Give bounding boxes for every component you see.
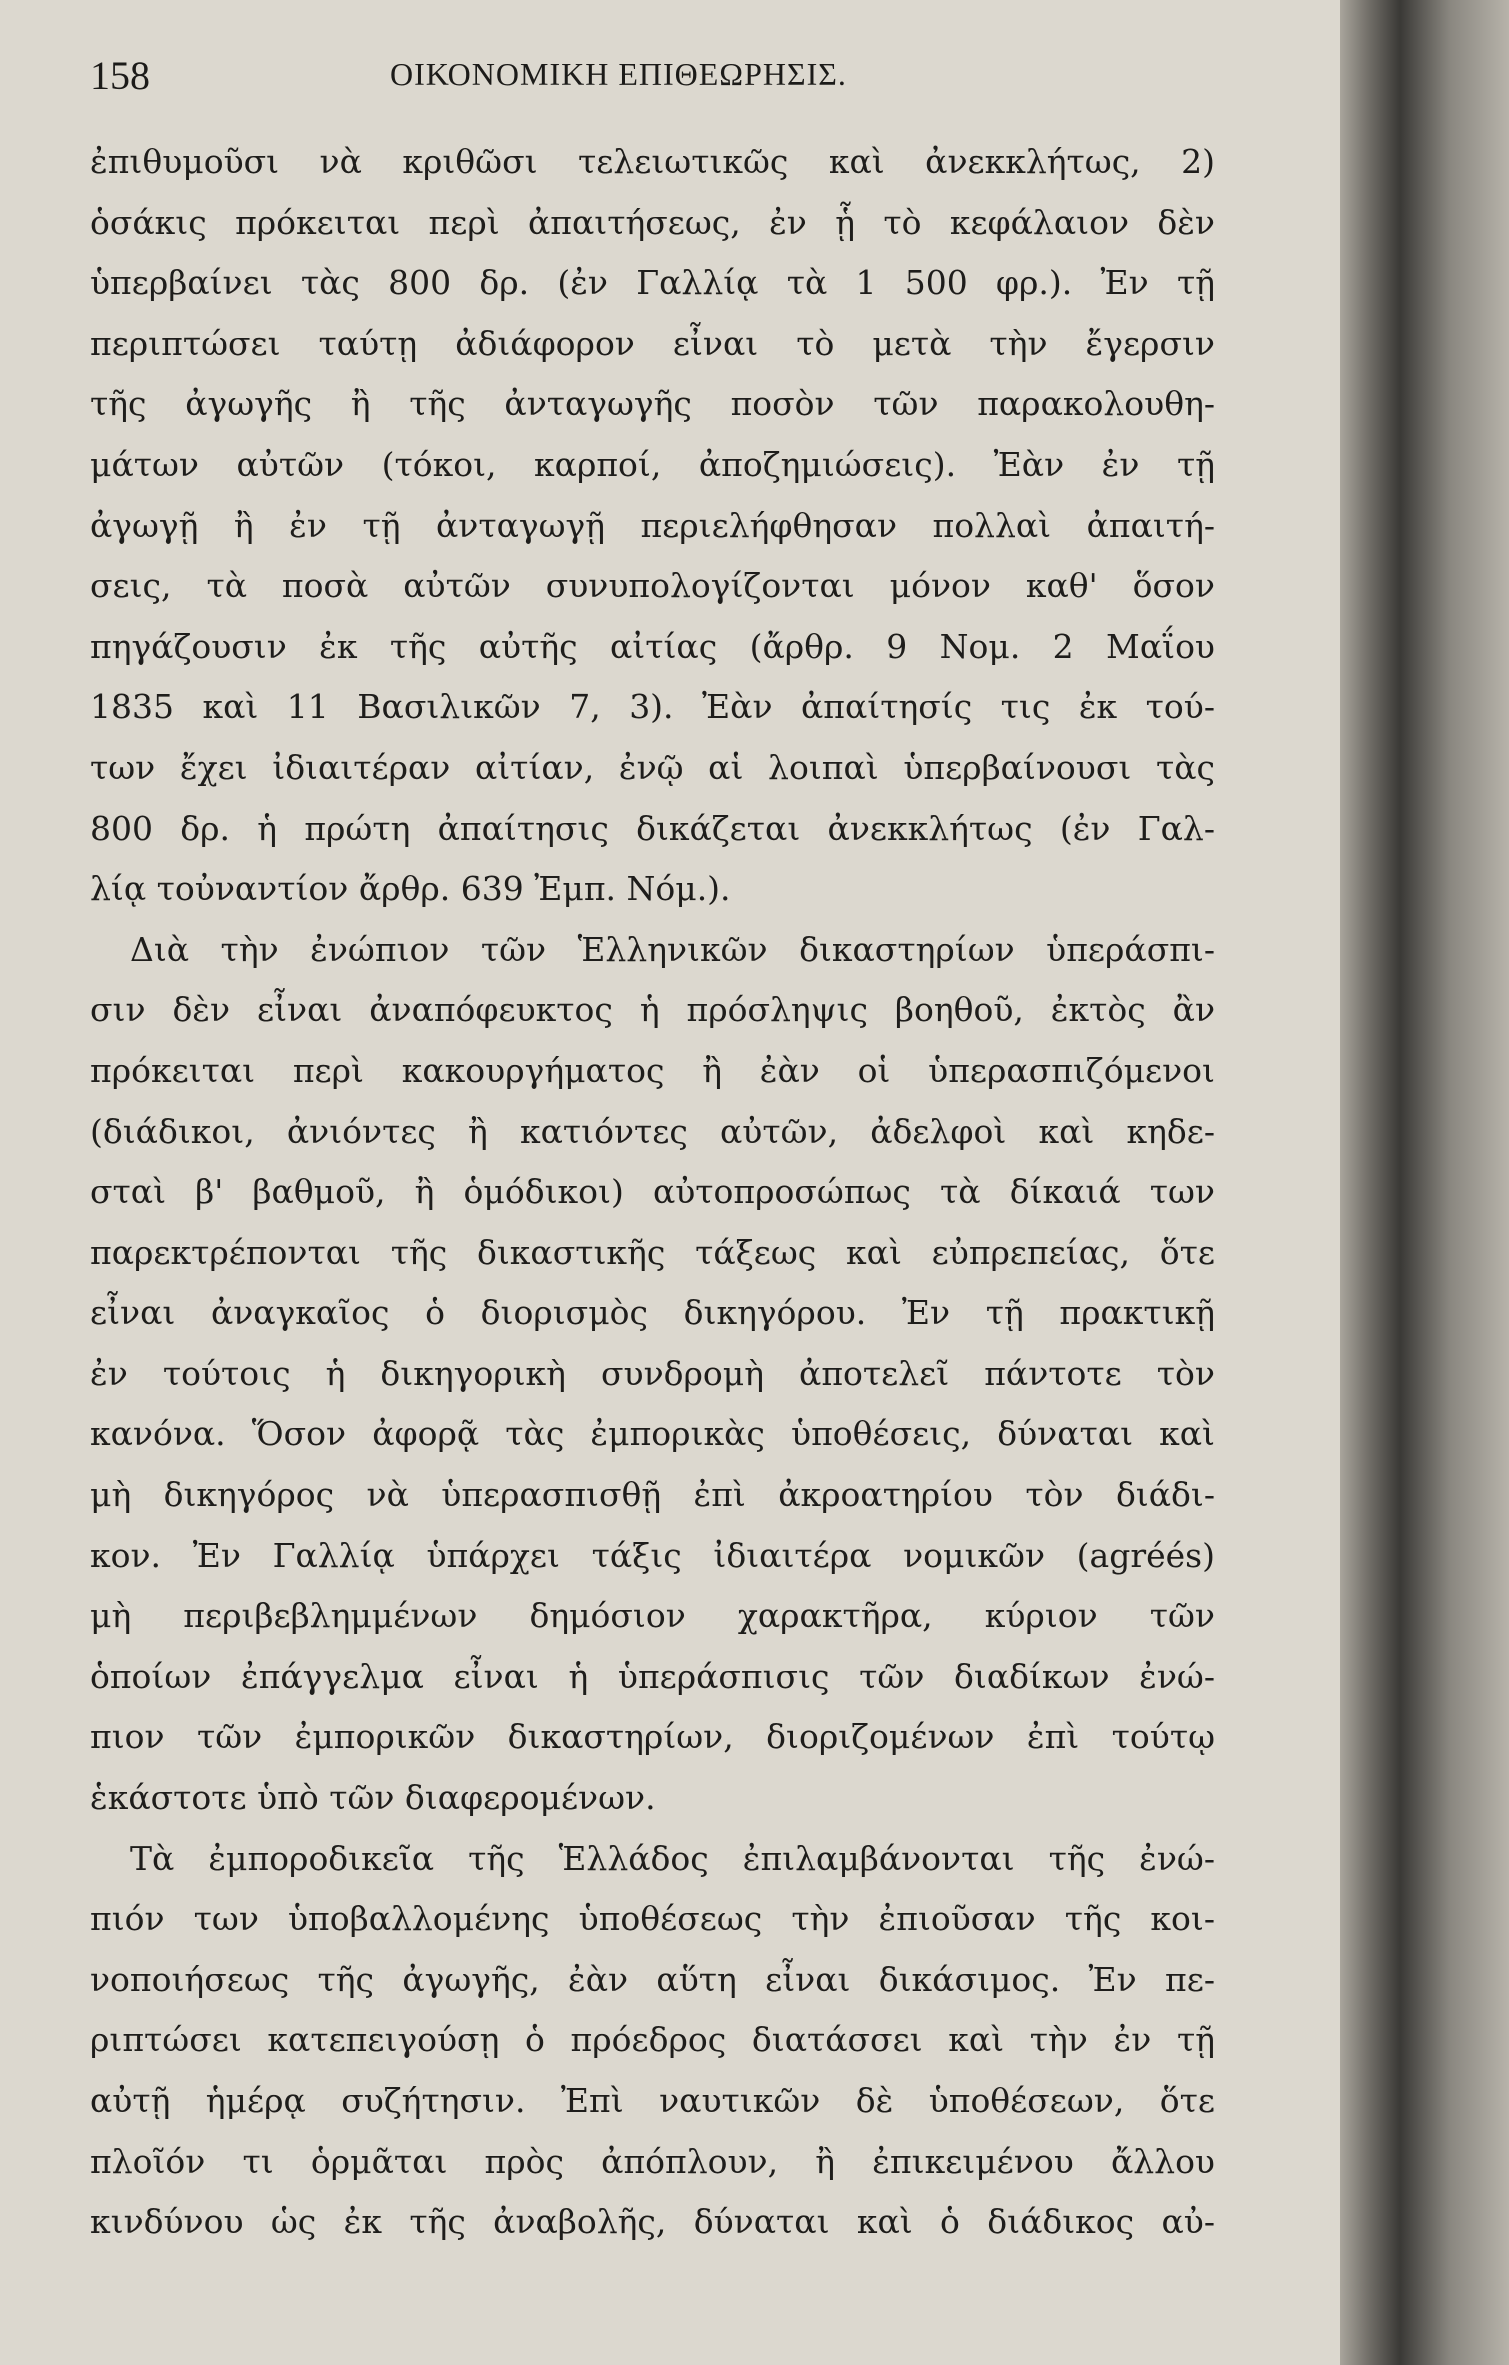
text-line: λίᾳ τοὐναντίον ἄρθρ. 639 Ἐμπ. Νόμ.). (90, 869, 731, 909)
text-line: 800 δρ. ἡ πρώτη ἀπαίτησις δικάζεται ἀνεκκλήτως (ἐν Γαλ- (90, 808, 1215, 848)
text-line: Τὰ ἐμποροδικεῖα τῆς Ἑλλάδος ἐπιλαμβάνονται τῆς ἐνώ- (130, 1838, 1215, 1878)
text-line: ὁποίων ἐπάγγελμα εἶναι ἡ ὑπεράσπισις τῶν διαδίκων ἐνώ- (90, 1656, 1215, 1696)
text-line: πρόκειται περὶ κακουργήματος ἢ ἐὰν οἱ ὑπερασπιζόμενοι (90, 1050, 1215, 1090)
text-line: πιόν των ὑποβαλλομένης ὑποθέσεως τὴν ἐπιοῦσαν τῆς κοι- (90, 1899, 1215, 1939)
text-line: Διὰ τὴν ἐνώπιον τῶν Ἑλληνικῶν δικαστηρίων ὑπεράσπι- (130, 929, 1215, 969)
text-line: σταὶ β' βαθμοῦ, ἢ ὁμόδικοι) αὐτοπροσώπως τὰ δίκαιά των (90, 1172, 1215, 1212)
text-line: ἀγωγῇ ἢ ἐν τῇ ἀνταγωγῇ περιελήφθησαν πολλαὶ ἀπαιτή- (90, 505, 1215, 545)
text-line: ριπτώσει κατεπειγούσῃ ὁ πρόεδρος διατάσσει καὶ τὴν ἐν τῇ (90, 2020, 1215, 2060)
text-line: αὐτῇ ἡμέρᾳ συζήτησιν. Ἐπὶ ναυτικῶν δὲ ὑποθέσεων, ὅτε (90, 2081, 1215, 2120)
text-line: (διάδικοι, ἀνιόντες ἢ κατιόντες αὐτῶν, ἀδελφοὶ καὶ κηδε- (90, 1111, 1215, 1151)
body-text (90, 132, 1215, 2253)
text-line: ἑκάστοτε ὑπὸ τῶν διαφερομένων. (90, 1778, 656, 1818)
text-line: ἐπιθυμοῦσι νὰ κριθῶσι τελειωτικῶς καὶ ἀνεκκλήτως, 2) (90, 142, 1215, 181)
text-line: πιον τῶν ἐμπορικῶν δικαστηρίων, διοριζομένων ἐπὶ τούτῳ (90, 1717, 1215, 1757)
text-line: ὑπερβαίνει τὰς 800 δρ. (ἐν Γαλλίᾳ τὰ 1 500 φρ.). Ἐν τῇ (90, 263, 1215, 303)
book-spine-shadow (1340, 0, 1509, 2365)
text-line: κινδύνου ὡς ἐκ τῆς ἀναβολῆς, δύναται καὶ ὁ διάδικος αὐ- (90, 2202, 1215, 2242)
text-line: πλοῖόν τι ὁρμᾶται πρὸς ἀπόπλουν, ἢ ἐπικειμένου ἄλλου (90, 2141, 1215, 2181)
text-line: νοποιήσεως τῆς ἀγωγῆς, ἐὰν αὕτη εἶναι δικάσιμος. Ἐν πε- (90, 1959, 1215, 1999)
running-title: ΟΙΚΟΝΟΜΙΚΗ ΕΠΙΘΕΩΡΗΣΙΣ. (390, 56, 847, 92)
text-line: 1835 καὶ 11 Βασιλικῶν 7, 3). Ἐὰν ἀπαίτησίς τις ἐκ τού- (90, 687, 1215, 727)
text-line: μὴ δικηγόρος νὰ ὑπερασπισθῇ ἐπὶ ἀκροατηρίου τὸν διάδι- (90, 1475, 1215, 1515)
page-header (90, 52, 1210, 112)
page-number: 158 (90, 53, 150, 98)
text-line: κον. Ἐν Γαλλίᾳ ὑπάρχει τάξις ἰδιαιτέρα νομικῶν (agréés) (90, 1535, 1215, 1575)
text-line: σιν δὲν εἶναι ἀναπόφευκτος ἡ πρόσληψις βοηθοῦ, ἐκτὸς ἂν (90, 990, 1215, 1030)
text-line: περιπτώσει ταύτῃ ἀδιάφορον εἶναι τὸ μετὰ τὴν ἔγερσιν (90, 323, 1215, 363)
text-line: μὴ περιβεβλημμένων δημόσιον χαρακτῆρα, κύριον τῶν (90, 1596, 1215, 1636)
text-line: ὁσάκις πρόκειται περὶ ἀπαιτήσεως, ἐν ᾗ τὸ κεφάλαιον δὲν (90, 202, 1215, 242)
text-line: παρεκτρέπονται τῆς δικαστικῆς τάξεως καὶ εὐπρεπείας, ὅτε (90, 1232, 1215, 1272)
text-line: εἶναι ἀναγκαῖος ὁ διορισμὸς δικηγόρου. Ἐν τῇ πρακτικῇ (90, 1293, 1215, 1333)
text-line: ἐν τούτοις ἡ δικηγορικὴ συνδρομὴ ἀποτελεῖ πάντοτε τὸν (90, 1353, 1215, 1393)
text-line: κανόνα. Ὅσον ἀφορᾷ τὰς ἐμπορικὰς ὑποθέσεις, δύναται καὶ (90, 1414, 1215, 1454)
text-line: τῆς ἀγωγῆς ἢ τῆς ἀνταγωγῆς ποσὸν τῶν παρακολουθη- (90, 384, 1215, 424)
text-line: πηγάζουσιν ἐκ τῆς αὐτῆς αἰτίας (ἄρθρ. 9 Νομ. 2 Μαΐου (90, 626, 1215, 666)
text-line: σεις, τὰ ποσὰ αὐτῶν συνυπολογίζονται μόνον καθ' ὅσον (90, 566, 1215, 606)
text-line: των ἔχει ἰδιαιτέραν αἰτίαν, ἐνῷ αἱ λοιπαὶ ὑπερβαίνουσι τὰς (90, 747, 1215, 787)
text-line: μάτων αὐτῶν (τόκοι, καρποί, ἀποζημιώσεις). Ἐὰν ἐν τῇ (90, 444, 1215, 484)
